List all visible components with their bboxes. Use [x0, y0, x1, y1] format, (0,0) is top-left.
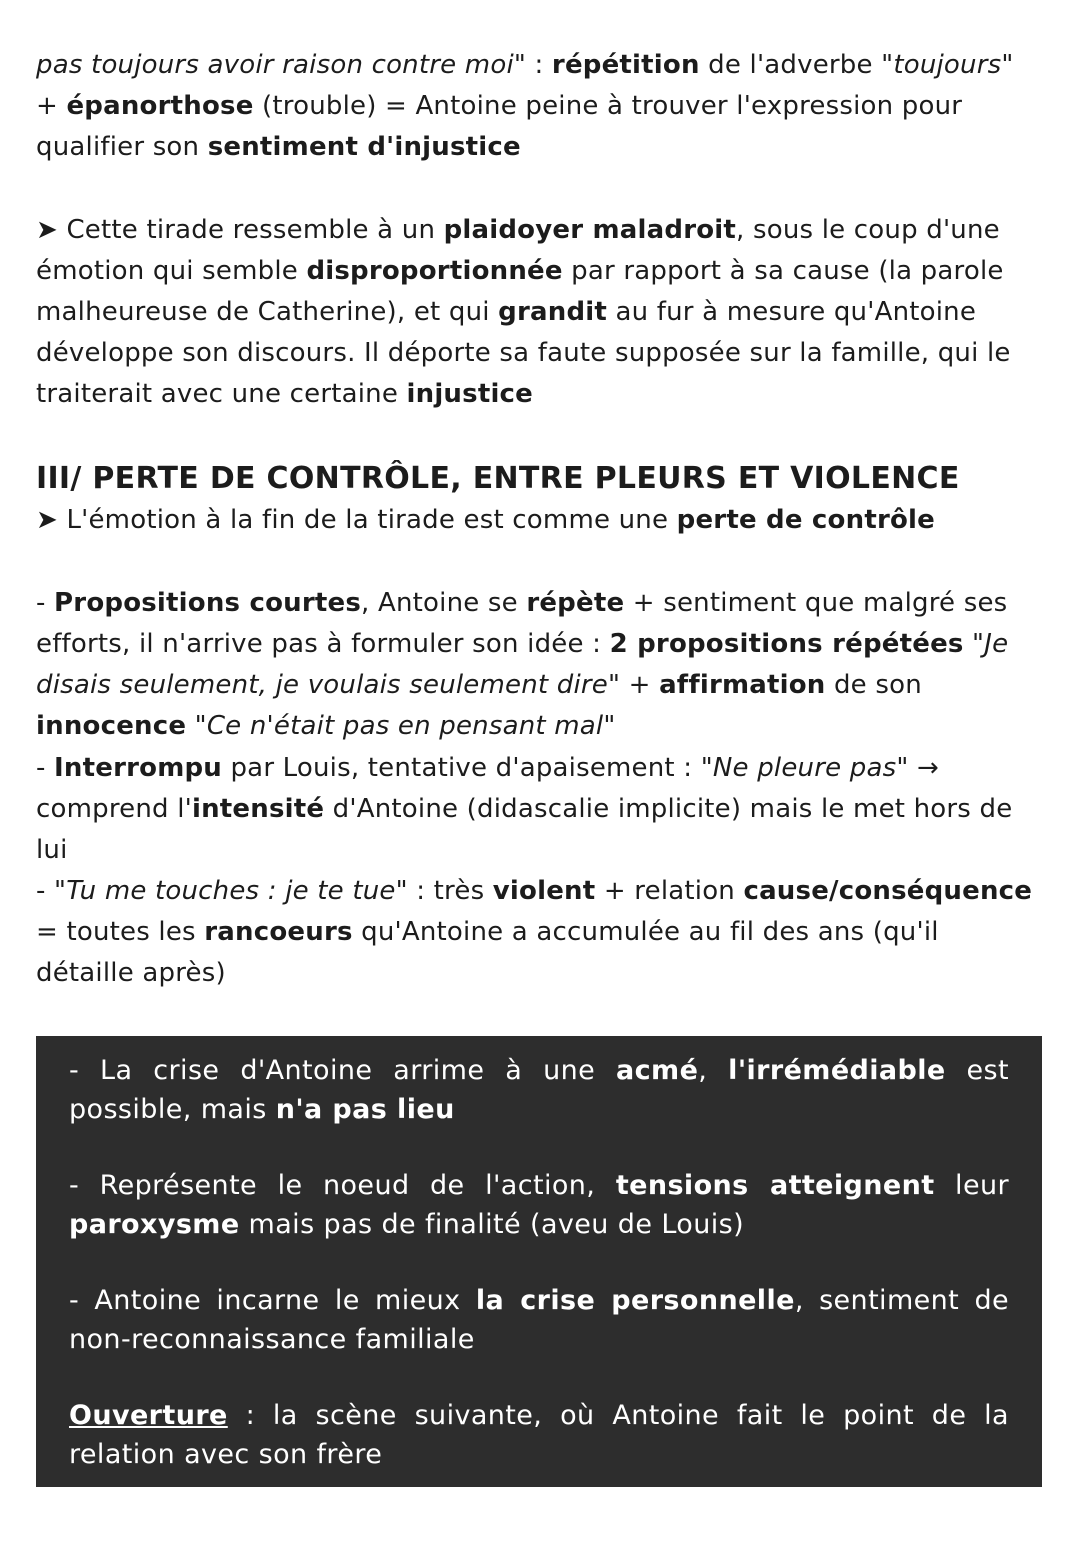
paragraph-epanorthose: pas toujours avoir raison contre moi" : répétition de l'adverbe "toujours" + épanorthose (trouble) = Antoine peine à trouver l'expression pour qualifier son sentiment d'injustice — [36, 50, 1014, 162]
bullet-interrompu: - Interrompu par Louis, tentative d'apaisement : "Ne pleure pas" → comprend l'intensité d'Antoine (didascalie implicite) mais le met hors de lui — [36, 753, 1013, 865]
paragraph-plaidoyer: ➤ Cette tirade ressemble à un plaidoyer maladroit, sous le coup d'une émotion qui semble disproportionnée par rapport à sa cause (la parole malheureuse de Catherine), et qui grandit au fur à mesure qu'Antoine développe son discours. Il déporte sa faute supposée sur la famille, qui le traiterait avec une certaine injustice — [36, 215, 1011, 409]
conclusion-point-crise: - Antoine incarne le mieux la crise personnelle, sentiment de non-reconnaissance familiale — [69, 1285, 1009, 1355]
section-heading: III/ PERTE DE CONTRÔLE, ENTRE PLEURS ET VIOLENCE — [36, 461, 960, 496]
conclusion-point-noeud: - Représente le noeud de l'action, tensions atteignent leur paroxysme mais pas de finalité (aveu de Louis) — [69, 1170, 1009, 1240]
ouverture-label: Ouverture — [69, 1400, 228, 1431]
conclusion-box — [36, 1036, 1042, 1487]
bullet-propositions-courtes: - Propositions courtes, Antoine se répète + sentiment que malgré ses efforts, il n'arrive pas à formuler son idée : 2 propositions répétées "Je disais seulement, je voulais seulement dire" + affirmation de son innocence "Ce n'était pas en pensant mal" — [36, 588, 1009, 741]
conclusion-point-acme: - La crise d'Antoine arrime à une acmé, l'irrémédiable est possible, mais n'a pas lieu — [69, 1055, 1009, 1125]
bullet-violence: - "Tu me touches : je te tue" : très violent + relation cause/conséquence = toutes les rancoeurs qu'Antoine a accumulée au fil des ans (qu'il détaille après) — [36, 876, 1033, 988]
conclusion-ouverture: Ouverture : la scène suivante, où Antoine fait le point de la relation avec son frère — [69, 1400, 1009, 1470]
paragraph-perte-controle: ➤ L'émotion à la fin de la tirade est comme une perte de contrôle — [36, 505, 935, 535]
